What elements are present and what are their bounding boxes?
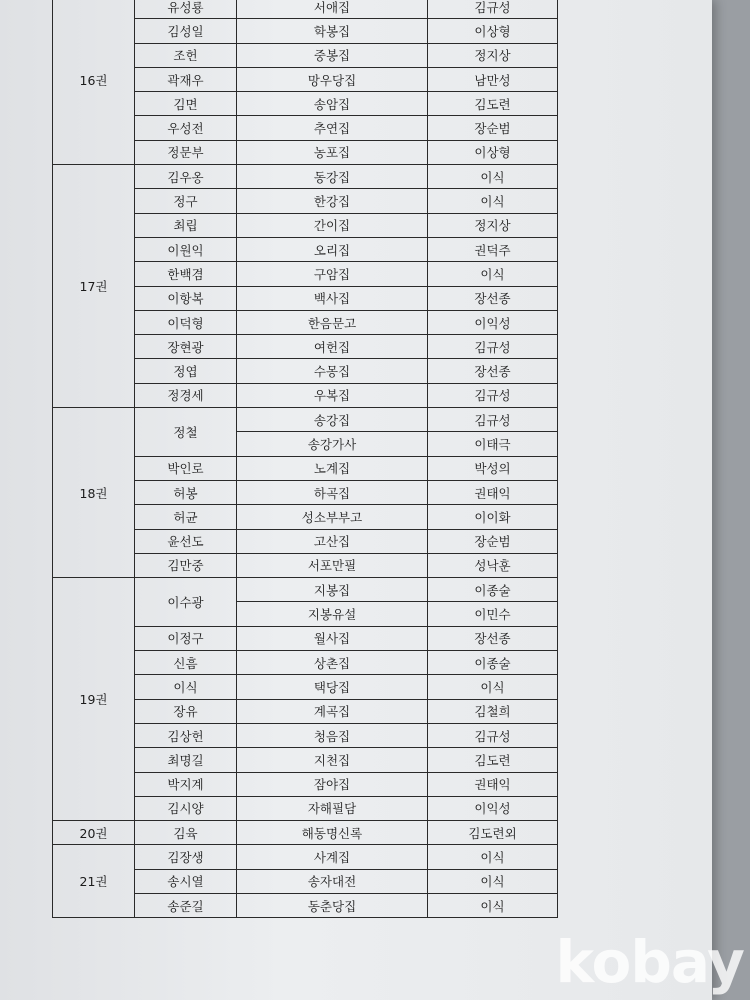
- title-cell: 한강집: [237, 189, 428, 213]
- author-cell: 곽재우: [135, 67, 237, 91]
- translator-cell: 장순범: [428, 529, 558, 553]
- author-cell: 허봉: [135, 480, 237, 504]
- translator-cell: 김규성: [428, 335, 558, 359]
- volume-table: [52, 0, 558, 918]
- volume-cell: 19권: [53, 578, 135, 821]
- author-cell: 김장생: [135, 845, 237, 869]
- title-cell: 추연집: [237, 116, 428, 140]
- translator-cell: 이식: [428, 845, 558, 869]
- translator-cell: 김도련: [428, 748, 558, 772]
- table-row: [53, 578, 558, 602]
- translator-cell: 장선종: [428, 286, 558, 310]
- author-cell: 이항복: [135, 286, 237, 310]
- translator-cell: 권태익: [428, 480, 558, 504]
- table-row: [53, 0, 558, 19]
- volume-cell: 20권: [53, 821, 135, 845]
- volume-cell: 16권: [53, 0, 135, 165]
- translator-cell: 김철희: [428, 699, 558, 723]
- translator-cell: 김규성: [428, 408, 558, 432]
- translator-cell: 김도련: [428, 92, 558, 116]
- translator-cell: 박성의: [428, 456, 558, 480]
- title-cell: 여헌집: [237, 335, 428, 359]
- title-cell: 수몽집: [237, 359, 428, 383]
- author-cell: 조헌: [135, 43, 237, 67]
- author-cell: 최명길: [135, 748, 237, 772]
- translator-cell: 장순범: [428, 116, 558, 140]
- author-cell: 이수광: [135, 578, 237, 627]
- author-cell: 정문부: [135, 140, 237, 164]
- title-cell: 지봉유설: [237, 602, 428, 626]
- author-cell: 이원익: [135, 237, 237, 261]
- author-cell: 박인로: [135, 456, 237, 480]
- title-cell: 노계집: [237, 456, 428, 480]
- title-cell: 계곡집: [237, 699, 428, 723]
- author-cell: 송준길: [135, 893, 237, 917]
- author-cell: 신흠: [135, 651, 237, 675]
- title-cell: 동춘당집: [237, 893, 428, 917]
- title-cell: 자해필담: [237, 796, 428, 820]
- title-cell: 한음문고: [237, 310, 428, 334]
- translator-cell: 성낙훈: [428, 553, 558, 577]
- title-cell: 우복집: [237, 383, 428, 407]
- title-cell: 고산집: [237, 529, 428, 553]
- table-row: [53, 408, 558, 432]
- translator-cell: 이종술: [428, 578, 558, 602]
- author-cell: 윤선도: [135, 529, 237, 553]
- author-cell: 정구: [135, 189, 237, 213]
- author-cell: 김육: [135, 821, 237, 845]
- author-cell: 허균: [135, 505, 237, 529]
- translator-cell: 장선종: [428, 626, 558, 650]
- author-cell: 정경세: [135, 383, 237, 407]
- translator-cell: 김규성: [428, 383, 558, 407]
- translator-cell: 김규성: [428, 723, 558, 747]
- title-cell: 학봉집: [237, 19, 428, 43]
- title-cell: 백사집: [237, 286, 428, 310]
- title-cell: 사계집: [237, 845, 428, 869]
- title-cell: 지봉집: [237, 578, 428, 602]
- title-cell: 농포집: [237, 140, 428, 164]
- table-row: [53, 821, 558, 845]
- author-cell: 김면: [135, 92, 237, 116]
- author-cell: 우성전: [135, 116, 237, 140]
- translator-cell: 이상형: [428, 140, 558, 164]
- table-row: [53, 845, 558, 869]
- author-cell: 이식: [135, 675, 237, 699]
- author-cell: 한백겸: [135, 262, 237, 286]
- translator-cell: 남만성: [428, 67, 558, 91]
- translator-cell: 장선종: [428, 359, 558, 383]
- author-cell: 박지계: [135, 772, 237, 796]
- kobay-watermark: kobay: [555, 928, 744, 996]
- translator-cell: 이민수: [428, 602, 558, 626]
- author-cell: 최립: [135, 213, 237, 237]
- title-cell: 하곡집: [237, 480, 428, 504]
- title-cell: 간이집: [237, 213, 428, 237]
- translator-cell: 정지상: [428, 43, 558, 67]
- author-cell: 송시열: [135, 869, 237, 893]
- author-cell: 김상헌: [135, 723, 237, 747]
- volume-table-body: [53, 0, 558, 918]
- table-row: [53, 165, 558, 189]
- title-cell: 송자대전: [237, 869, 428, 893]
- author-cell: 장현광: [135, 335, 237, 359]
- title-cell: 택당집: [237, 675, 428, 699]
- author-cell: 이정구: [135, 626, 237, 650]
- translator-cell: 이식: [428, 189, 558, 213]
- translator-cell: 김도련외: [428, 821, 558, 845]
- volume-cell: 21권: [53, 845, 135, 918]
- title-cell: 구암집: [237, 262, 428, 286]
- title-cell: 잠야집: [237, 772, 428, 796]
- author-cell: 이덕형: [135, 310, 237, 334]
- author-cell: 김시양: [135, 796, 237, 820]
- author-cell: 김우옹: [135, 165, 237, 189]
- title-cell: 송강가사: [237, 432, 428, 456]
- author-cell: 김만중: [135, 553, 237, 577]
- title-cell: 성소부부고: [237, 505, 428, 529]
- translator-cell: 이식: [428, 675, 558, 699]
- title-cell: 서포만필: [237, 553, 428, 577]
- title-cell: 동강집: [237, 165, 428, 189]
- translator-cell: 김규성: [428, 0, 558, 19]
- author-cell: 장유: [135, 699, 237, 723]
- title-cell: 월사집: [237, 626, 428, 650]
- translator-cell: 이이화: [428, 505, 558, 529]
- translator-cell: 이식: [428, 869, 558, 893]
- translator-cell: 이식: [428, 893, 558, 917]
- author-cell: 정엽: [135, 359, 237, 383]
- title-cell: 상촌집: [237, 651, 428, 675]
- title-cell: 중봉집: [237, 43, 428, 67]
- translator-cell: 이익성: [428, 796, 558, 820]
- title-cell: 청음집: [237, 723, 428, 747]
- title-cell: 송암집: [237, 92, 428, 116]
- title-cell: 해동명신록: [237, 821, 428, 845]
- translator-cell: 이태극: [428, 432, 558, 456]
- translator-cell: 이종술: [428, 651, 558, 675]
- title-cell: 오리집: [237, 237, 428, 261]
- title-cell: 송강집: [237, 408, 428, 432]
- title-cell: 서애집: [237, 0, 428, 19]
- title-cell: 지천집: [237, 748, 428, 772]
- translator-cell: 정지상: [428, 213, 558, 237]
- translator-cell: 이식: [428, 262, 558, 286]
- translator-cell: 이식: [428, 165, 558, 189]
- translator-cell: 이상형: [428, 19, 558, 43]
- author-cell: 유성룡: [135, 0, 237, 19]
- volume-cell: 17권: [53, 165, 135, 408]
- translator-cell: 이익성: [428, 310, 558, 334]
- translator-cell: 권덕주: [428, 237, 558, 261]
- title-cell: 망우당집: [237, 67, 428, 91]
- translator-cell: 권태익: [428, 772, 558, 796]
- author-cell: 김성일: [135, 19, 237, 43]
- author-cell: 정철: [135, 408, 237, 457]
- volume-cell: 18권: [53, 408, 135, 578]
